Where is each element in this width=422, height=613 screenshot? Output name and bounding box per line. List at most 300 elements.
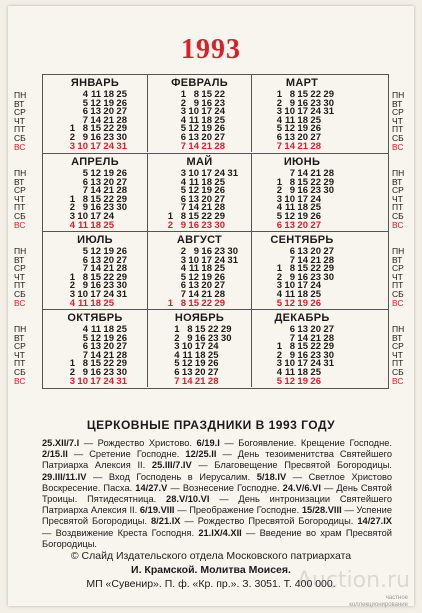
day-cell: 1 — [167, 297, 173, 309]
day-cell: 12 — [284, 297, 295, 309]
month-block — [147, 232, 252, 309]
day-cell: 10 — [284, 193, 295, 205]
day-cell: 27 — [323, 324, 334, 335]
day-cell — [322, 282, 334, 291]
day-cell: 24 — [310, 106, 321, 118]
day-cell: 2 — [276, 97, 282, 109]
day-cell: 8 — [82, 193, 88, 205]
quarter-row — [43, 153, 388, 231]
day-cell: 15 — [201, 89, 212, 100]
day-cell: 18 — [201, 114, 212, 126]
day-cell: 2 — [180, 97, 186, 109]
day-cell: 16 — [90, 131, 101, 143]
day-cell: 11 — [182, 349, 193, 361]
month-block — [43, 75, 147, 152]
day-cell: 10 — [188, 168, 199, 179]
day-cell — [220, 343, 232, 352]
day-cell: 3 — [276, 106, 282, 118]
day-cell: 13 — [90, 341, 101, 353]
day-cell — [322, 204, 334, 213]
day-cell: 25 — [207, 349, 219, 361]
holiday-date: 5/18.IV — [256, 471, 287, 482]
day-cell — [322, 143, 334, 152]
holiday-name: — День интронизации Святейшего Патриарха Алексия II. — [42, 494, 392, 516]
day-cell — [226, 179, 238, 188]
day-cell: 19 — [201, 271, 212, 283]
weekday-label: СР — [14, 263, 26, 274]
day-cell: 21 — [201, 202, 212, 214]
day-cell: 22 — [310, 176, 321, 188]
day-cell: 2 — [276, 271, 282, 283]
weekday-label: ВС — [392, 219, 404, 230]
day-cell: 1 — [167, 210, 173, 222]
month-days — [250, 170, 354, 230]
month-days — [250, 248, 354, 308]
day-cell: 31 — [116, 140, 127, 152]
holiday-date: 12/25.II — [185, 449, 217, 460]
day-cell — [226, 213, 238, 222]
day-cell: 2 — [69, 131, 75, 143]
day-cell: 30 — [214, 219, 225, 231]
day-cell: 30 — [116, 366, 127, 378]
day-cell — [115, 213, 127, 222]
day-cell: 3 — [69, 288, 75, 300]
day-cell — [220, 378, 232, 387]
day-cell: 25 — [310, 202, 321, 214]
month-block — [250, 310, 354, 387]
holiday-name: — Рождество Пресвятой Богородицы. — [180, 516, 358, 527]
holiday-name: — Вход Господень в Иерусалим. — [86, 471, 257, 482]
day-cell: 30 — [227, 246, 238, 257]
day-cell: 19 — [103, 246, 114, 257]
day-cell: 4 — [82, 324, 88, 335]
day-cell: 9 — [82, 280, 88, 292]
day-cell: 22 — [201, 297, 212, 309]
day-cell — [322, 291, 334, 300]
day-cell — [161, 179, 173, 188]
day-cell: 13 — [90, 254, 101, 266]
day-cell: 14 — [90, 185, 101, 197]
day-cell: 22 — [310, 341, 321, 353]
day-cell: 2 — [69, 202, 75, 214]
day-cell: 3 — [276, 358, 282, 370]
day-cell: 21 — [103, 263, 114, 275]
day-cell: 13 — [90, 106, 101, 118]
day-cell: 21 — [201, 140, 212, 152]
day-cell: 19 — [201, 185, 212, 197]
day-cell: 10 — [77, 288, 88, 300]
day-cell: 11 — [284, 288, 295, 300]
day-cell: 3 — [276, 193, 282, 205]
month-name: НОЯБРЬ — [174, 312, 225, 324]
day-cell: 4 — [276, 114, 282, 126]
weekday-label: ЧТ — [14, 349, 25, 360]
day-cell: 5 — [276, 210, 282, 222]
weekday-label: ЧТ — [14, 193, 25, 204]
day-cell: 19 — [297, 123, 308, 135]
day-cell: 12 — [284, 123, 295, 135]
day-cell: 3 — [174, 341, 180, 353]
day-cell: 20 — [297, 131, 308, 143]
weekday-label: ПТ — [392, 124, 404, 135]
day-cell — [220, 369, 232, 378]
day-cell: 19 — [103, 332, 114, 344]
day-cell: 9 — [289, 185, 295, 197]
day-cell: 18 — [194, 349, 206, 361]
day-cell: 17 — [297, 106, 308, 118]
day-cell: 1 — [69, 358, 75, 370]
day-cell: 25 — [116, 324, 127, 335]
day-cell: 29 — [323, 176, 334, 188]
weekday-label: ВС — [14, 297, 26, 308]
day-cell: 18 — [297, 202, 308, 214]
month-days — [250, 326, 354, 386]
day-cell: 6 — [180, 280, 186, 292]
day-cell: 1 — [69, 271, 75, 283]
day-cell — [63, 100, 75, 109]
holiday-date: 28.V/10.VI — [166, 494, 210, 505]
day-cell: 8 — [289, 176, 295, 188]
day-cell: 31 — [227, 168, 238, 179]
holiday-date: 14/27.IX — [357, 516, 392, 527]
weekday-label: ПН — [392, 168, 405, 178]
weekday-label: СР — [392, 263, 404, 274]
day-cell: 5 — [82, 168, 88, 179]
day-cell — [63, 108, 75, 117]
day-cell: 26 — [207, 358, 219, 370]
day-cell: 23 — [310, 349, 321, 361]
day-cell — [63, 170, 75, 179]
weekday-label: ПН — [14, 246, 27, 256]
day-cell — [226, 291, 238, 300]
day-cell — [226, 282, 238, 291]
day-cell: 21 — [194, 375, 206, 387]
day-cell: 16 — [297, 185, 308, 197]
day-cell — [161, 248, 173, 257]
day-cell: 22 — [310, 89, 321, 100]
day-cell: 18 — [103, 89, 114, 100]
month-days — [148, 91, 251, 151]
weekday-label: СБ — [14, 366, 26, 377]
weekday-label: ЧТ — [392, 271, 403, 282]
day-cell: 25 — [214, 263, 225, 275]
day-cell: 18 — [90, 297, 101, 309]
day-cell: 8 — [82, 123, 88, 135]
weekday-label: ПН — [392, 324, 405, 334]
day-cell: 28 — [207, 375, 219, 387]
day-cell: 9 — [187, 332, 193, 344]
holiday-name: — Светлое Христово Воскресение. Пасха. — [42, 471, 392, 493]
month-name: АПРЕЛЬ — [71, 156, 119, 168]
holiday-date: 8/21.IX — [151, 516, 181, 527]
day-cell: 20 — [201, 193, 212, 205]
day-cell: 26 — [116, 246, 127, 257]
day-cell: 14 — [90, 263, 101, 275]
day-cell: 20 — [103, 106, 114, 118]
weekday-label: ПН — [14, 90, 27, 100]
day-cell: 16 — [90, 280, 101, 292]
day-cell: 18 — [297, 366, 308, 378]
day-cell: 6 — [174, 366, 180, 378]
day-cell: 8 — [289, 89, 295, 100]
day-cell: 4 — [276, 288, 282, 300]
day-cell: 11 — [90, 324, 101, 335]
day-cell: 26 — [214, 271, 225, 283]
day-cell: 27 — [214, 131, 225, 143]
weekday-label: ВТ — [14, 176, 25, 187]
day-cell: 17 — [90, 140, 101, 152]
day-cell: 7 — [174, 375, 180, 387]
day-cell — [161, 170, 173, 179]
day-cell: 18 — [201, 263, 212, 275]
day-cell: 6 — [276, 131, 282, 143]
day-cell — [220, 352, 232, 361]
day-cell: 29 — [116, 358, 127, 370]
day-cell: 15 — [297, 341, 308, 353]
month-name: ОКТЯБРЬ — [67, 312, 123, 324]
day-cell: 20 — [103, 254, 114, 266]
month-block — [147, 310, 252, 387]
month-block — [250, 232, 354, 309]
day-cell: 21 — [310, 254, 321, 266]
day-cell: 30 — [116, 202, 127, 214]
day-cell: 8 — [180, 210, 186, 222]
day-cell: 12 — [284, 210, 295, 222]
day-cell: 6 — [180, 131, 186, 143]
day-cell: 8 — [187, 324, 193, 335]
holiday-name: — Введение во храм Пресвятой Богородицы. — [42, 527, 392, 549]
day-cell: 5 — [180, 123, 186, 135]
collector-stamp: частное коллекционирование — [349, 595, 408, 608]
day-cell — [161, 187, 173, 196]
day-cell: 12 — [90, 332, 101, 344]
day-cell — [63, 179, 75, 188]
day-cell: 10 — [188, 106, 199, 118]
day-cell: 20 — [310, 324, 321, 335]
holiday-date: 25.III/7.IV — [151, 460, 192, 471]
day-cell: 21 — [201, 288, 212, 300]
month-block — [250, 75, 354, 152]
day-cell: 4 — [69, 219, 75, 231]
calendar-grid — [42, 74, 389, 389]
day-cell: 16 — [90, 366, 101, 378]
day-cell: 3 — [180, 254, 186, 266]
day-cell: 28 — [214, 288, 225, 300]
day-cell: 24 — [310, 193, 321, 205]
month-name: ДЕКАБРЬ — [274, 312, 330, 324]
day-cell: 26 — [310, 297, 321, 309]
day-cell: 26 — [310, 375, 321, 387]
day-cell: 14 — [181, 375, 193, 387]
weekday-label: ВС — [14, 375, 26, 386]
month-days — [250, 91, 354, 151]
day-cell: 22 — [103, 358, 114, 370]
day-cell — [161, 265, 173, 274]
weekday-label: СР — [14, 341, 26, 352]
day-cell: 6 — [276, 219, 282, 231]
weekday-label: ПТ — [14, 358, 26, 369]
weekday-label: ВТ — [392, 176, 403, 187]
day-cell: 25 — [103, 297, 114, 309]
day-cell — [63, 343, 75, 352]
day-cell: 24 — [310, 358, 321, 370]
day-cell: 30 — [116, 280, 127, 292]
day-cell: 19 — [297, 375, 308, 387]
day-cell: 2 — [69, 366, 75, 378]
day-cell: 15 — [188, 210, 199, 222]
day-cell: 18 — [90, 219, 101, 231]
day-cell: 3 — [180, 106, 186, 118]
holiday-name: — Рождество Христово. — [79, 438, 197, 448]
day-cell — [322, 125, 334, 134]
weekday-label: ПТ — [392, 358, 404, 369]
month-days — [148, 170, 251, 230]
day-cell: 9 — [289, 271, 295, 283]
day-cell: 3 — [69, 375, 75, 387]
holiday-date: 24.V/6.VI — [282, 482, 321, 493]
month-name: МАРТ — [285, 77, 319, 89]
weekday-label: ВТ — [14, 254, 25, 265]
day-cell: 17 — [90, 288, 101, 300]
day-cell: 19 — [201, 123, 212, 135]
holidays-list — [42, 438, 392, 550]
day-cell: 11 — [188, 114, 199, 126]
day-cell: 7 — [82, 349, 88, 361]
day-cell: 20 — [103, 176, 114, 188]
day-cell: 6 — [82, 341, 88, 353]
weekday-label: СР — [392, 107, 404, 118]
day-cell: 24 — [214, 106, 225, 118]
weekday-label: СБ — [14, 210, 26, 221]
day-cell: 25 — [116, 89, 127, 100]
day-cell: 20 — [194, 366, 206, 378]
day-cell: 23 — [310, 97, 321, 109]
day-cell: 10 — [77, 140, 88, 152]
day-cell: 24 — [103, 210, 114, 222]
day-cell: 11 — [284, 114, 295, 126]
day-cell: 13 — [90, 176, 101, 188]
day-cell: 1 — [69, 193, 75, 205]
day-cell: 3 — [69, 140, 75, 152]
day-cell — [226, 265, 238, 274]
day-cell: 7 — [82, 263, 88, 275]
day-cell: 5 — [180, 185, 186, 197]
day-cell: 29 — [214, 297, 225, 309]
day-cell: 12 — [90, 168, 101, 179]
day-cell: 26 — [310, 210, 321, 222]
month-name: ИЮНЬ — [283, 156, 321, 168]
day-cell: 29 — [323, 341, 334, 353]
weekday-label: ВС — [392, 297, 404, 308]
day-cell: 22 — [103, 271, 114, 283]
day-cell: 5 — [276, 375, 282, 387]
day-cell: 29 — [214, 210, 225, 222]
day-cell: 16 — [201, 97, 212, 109]
day-cell: 13 — [284, 131, 295, 143]
day-cell: 4 — [180, 263, 186, 275]
footer-line3: МП «Сувенир». П. ф. «Кр. пр.». З. 3051. Т. 400 000. — [86, 578, 336, 590]
day-cell: 5 — [82, 246, 88, 257]
day-cell: 5 — [82, 97, 88, 109]
day-cell — [322, 369, 334, 378]
day-cell: 31 — [323, 106, 334, 118]
day-cell: 31 — [227, 254, 238, 266]
day-cell: 3 — [180, 168, 186, 179]
day-cell: 4 — [180, 114, 186, 126]
day-cell: 26 — [310, 123, 321, 135]
day-cell — [161, 282, 173, 291]
weekday-label: ПТ — [14, 280, 26, 291]
watermark: Auction.ru — [296, 568, 410, 593]
day-cell: 20 — [201, 131, 212, 143]
day-cell: 13 — [284, 219, 295, 231]
day-cell: 21 — [103, 114, 114, 126]
day-cell: 21 — [297, 140, 308, 152]
day-cell: 10 — [188, 254, 199, 266]
day-cell: 27 — [116, 254, 127, 266]
day-cell: 4 — [276, 202, 282, 214]
day-cell: 27 — [214, 280, 225, 292]
day-cell: 25 — [103, 219, 114, 231]
month-block — [147, 154, 252, 231]
weekday-label: ВТ — [14, 332, 25, 343]
day-cell: 12 — [188, 123, 199, 135]
footer-line2: И. Крамской. Молитва Моисея. — [131, 564, 291, 576]
day-cell — [226, 300, 238, 309]
day-cell: 14 — [90, 114, 101, 126]
day-cell: 14 — [297, 254, 308, 266]
month-days — [43, 248, 147, 308]
day-cell: 13 — [188, 131, 199, 143]
day-cell: 6 — [82, 106, 88, 118]
weekday-label: СБ — [14, 288, 26, 299]
day-cell: 8 — [193, 89, 199, 100]
day-cell: 26 — [214, 185, 225, 197]
day-cell: 11 — [77, 297, 88, 309]
quarter-row — [43, 309, 388, 387]
day-cell: 19 — [194, 358, 206, 370]
day-cell: 16 — [297, 271, 308, 283]
day-cell: 28 — [310, 140, 321, 152]
day-cell — [322, 378, 334, 387]
weekday-label: ПТ — [14, 202, 26, 213]
day-cell: 23 — [103, 202, 114, 214]
day-cell: 14 — [90, 349, 101, 361]
holiday-name: — Преображение Господне. — [174, 505, 302, 516]
weekday-label: ВТ — [392, 332, 403, 343]
day-cell: 27 — [310, 131, 321, 143]
day-cell: 14 — [188, 140, 199, 152]
day-cell: 29 — [323, 89, 334, 100]
day-cell: 13 — [188, 193, 199, 205]
day-cell: 13 — [188, 280, 199, 292]
quarter-row — [43, 231, 388, 309]
day-cell: 23 — [310, 271, 321, 283]
day-cell: 26 — [116, 332, 127, 344]
day-cell: 19 — [297, 210, 308, 222]
day-cell — [115, 222, 127, 231]
year-title: 1993 — [181, 34, 241, 65]
day-cell: 25 — [214, 114, 225, 126]
month-days — [43, 91, 147, 151]
day-cell: 4 — [180, 176, 186, 188]
day-cell: 28 — [323, 254, 334, 266]
day-cell — [226, 204, 238, 213]
day-cell: 11 — [284, 366, 295, 378]
day-cell: 6 — [289, 324, 295, 335]
day-cell: 1 — [276, 89, 282, 100]
day-cell: 7 — [289, 168, 295, 179]
